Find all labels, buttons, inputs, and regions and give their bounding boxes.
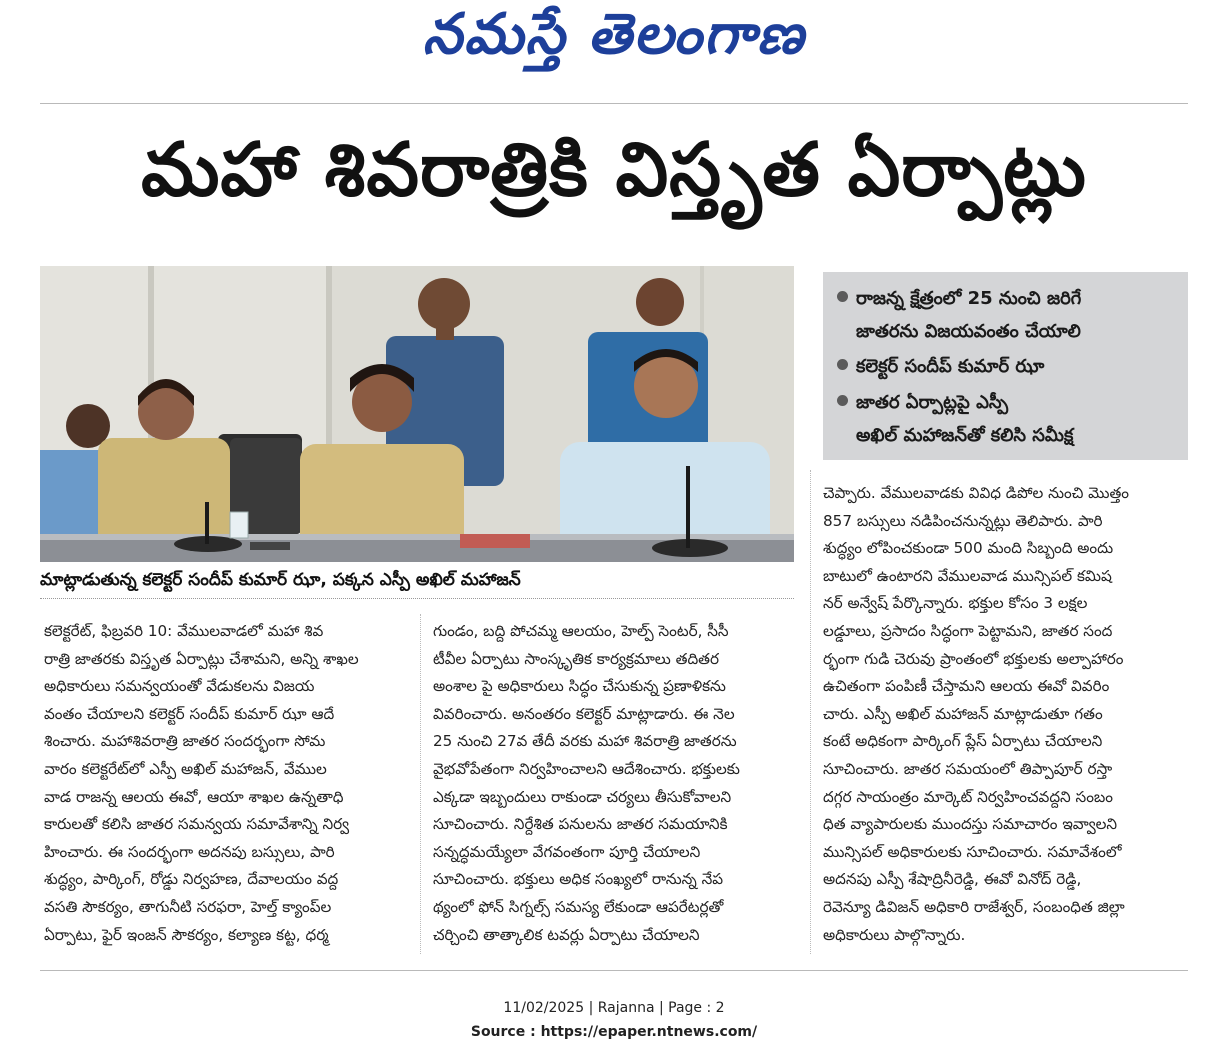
bullet-icon bbox=[837, 395, 848, 406]
article-line: కారులతో కలిసి జాతర సమన్వయ సమావేశాన్ని నిర్వ bbox=[44, 815, 350, 834]
article-line: ఎక్కడా ఇబ్బందులు రాకుండా చర్యలు తీసుకోవాలని bbox=[433, 787, 732, 806]
highlight-line: అఖిల్ మహాజన్‌తో కలిసి సమీక్ష bbox=[856, 425, 1074, 446]
article-column-3 bbox=[823, 480, 1187, 949]
article-line: రాత్రి జాతరకు విస్తృత ఏర్పాట్లు చేశామని, అన్ని శాఖల bbox=[44, 649, 359, 668]
article-line: చెప్పారు. వేములవాడకు వివిధ డిపోల నుంచి మొత్తం bbox=[823, 484, 1130, 502]
source-link[interactable]: Source : https://epaper.ntnews.com/ bbox=[470, 1024, 758, 1040]
article-line: సూచించారు. భక్తులు అధిక సంఖ్యలో రానున్న నేప bbox=[433, 870, 724, 889]
article-line: వారం కలెక్టరేట్‌లో ఎస్పీ అఖిల్ మహాజన్, వేముల bbox=[44, 759, 327, 778]
highlight-item bbox=[837, 350, 1182, 383]
highlights-box bbox=[823, 272, 1188, 460]
article-line: వైభవోపేతంగా నిర్వహించాలని ఆదేశించారు. భక్తులకు bbox=[433, 759, 740, 778]
column-divider bbox=[810, 470, 811, 954]
article-line: 25 నుంచి 27వ తేదీ వరకు మహా శివరాత్రి జాతరను bbox=[433, 732, 737, 751]
highlight-lines bbox=[856, 350, 1044, 383]
article-headline bbox=[40, 120, 1188, 238]
article-line: ధిత వ్యాపారులకు ముందస్తు సమాచారం ఇవ్వాలని bbox=[823, 815, 1118, 834]
article-line: నర్ అన్వేష్ పేర్కొన్నారు. భక్తుల కోసం 3 లక్షల bbox=[823, 594, 1088, 613]
article-line: శుద్ధ్యం, పార్కింగ్, రోడ్డు నిర్వహణ, దేవాలయం వద్ద bbox=[44, 870, 339, 889]
article-line: లడ్డూలు, ప్రసాదం సిద్ధంగా పెట్టామని, జాతర సంద bbox=[823, 621, 1113, 640]
highlight-line: కలెక్టర్ సందీప్ కుమార్ ఝా bbox=[856, 356, 1045, 377]
article-line: ర్భంగా గుడి చెరువు ప్రాంతంలో భక్తులకు అల్పాహారం bbox=[823, 649, 1124, 668]
highlight-item bbox=[837, 386, 1182, 452]
article-line: హించారు. ఈ సందర్భంగా అదనపు బస్సులు, పారి bbox=[44, 842, 335, 861]
article-line: అధికారులు సమన్వయంతో వేడుకలను విజయ bbox=[44, 677, 315, 696]
photo-caption bbox=[40, 570, 794, 599]
article-line: 857 బస్సులు నడిపించనున్నట్లు తెలిపారు. పారి bbox=[823, 511, 1103, 530]
highlight-line: జాతర ఏర్పాట్లపై ఎస్పీ bbox=[856, 392, 1009, 413]
article-line: రెవెన్యూ డివిజన్ అధికారి రాజేశ్వర్, సంబంధిత జిల్లా bbox=[823, 897, 1125, 916]
page-info: 11/02/2025 | Rajanna | Page : 2 bbox=[503, 1000, 725, 1016]
bottom-rule bbox=[40, 970, 1188, 971]
highlight-item bbox=[837, 282, 1182, 348]
article-line: కలెక్టరేట్, ఫిబ్రవరి 10: వేములవాడలో మహా శివ bbox=[44, 622, 324, 640]
article-line: గుండం, బద్ది పోచమ్మ ఆలయం, హెల్ప్ సెంటర్, సీసీ bbox=[433, 622, 729, 640]
article-line: అదనపు ఎస్పీ శేషాద్రినీరెడ్డి, ఈవో వినోద్ రెడ్డి, bbox=[823, 870, 1082, 889]
highlight-lines bbox=[856, 386, 1073, 452]
article-column-2 bbox=[433, 618, 799, 949]
article-line: సూచించారు. జాతర సమయంలో తిప్పాపూర్ రస్తా bbox=[823, 759, 1113, 778]
masthead-title: నమస్తే తెలంగాణ bbox=[422, 1, 806, 67]
column-divider bbox=[420, 614, 421, 954]
article-line: ఏర్పాటు, ఫైర్ ఇంజన్ సౌకర్యం, కల్యాణ కట్ట, ధర్మ bbox=[44, 925, 329, 944]
article-photo bbox=[40, 266, 794, 562]
article-line: సూచించారు. నిర్దేశిత పనులను జాతర సమయానికి bbox=[433, 815, 728, 834]
article-column-1 bbox=[44, 618, 410, 949]
article-line: శుద్ధ్యం లోపించకుండా 500 మంది సిబ్బంది అందు bbox=[823, 539, 1114, 558]
headline-text: మహా శివరాత్రికి విస్తృత ఏర్పాట్లు bbox=[141, 127, 1087, 213]
article-line: వంతం చేయాలని కలెక్టర్ సందీప్ కుమార్ ఝా ఆదే bbox=[44, 704, 335, 723]
highlight-line: జాతరను విజయవంతం చేయాలి bbox=[856, 321, 1081, 342]
article-line: వివరించారు. అనంతరం కలెక్టర్ మాట్లాడారు. ఈ నెల bbox=[433, 704, 735, 723]
highlight-line: రాజన్న క్షేత్రంలో 25 నుంచి జరిగే bbox=[856, 288, 1082, 309]
article-line: అధికారులు పాల్గొన్నారు. bbox=[823, 925, 966, 944]
article-line: చర్చించి తాత్కాలిక టవర్లు ఏర్పాటు చేయాలని bbox=[433, 925, 700, 944]
article-line: శించారు. మహాశివరాత్రి జాతర సందర్భంగా సోమ bbox=[44, 732, 326, 751]
article-line: కంటే అధికంగా పార్కింగ్ ప్లేస్ ఏర్పాటు చేయాలని bbox=[823, 732, 1103, 751]
bullet-icon bbox=[837, 291, 848, 302]
photo-caption-text: మాట్లాడుతున్న కలెక్టర్ సందీప్ కుమార్ ఝా, పక్కన ఎస్పీ అఖిల్ మహాజన్ bbox=[40, 570, 521, 590]
article-line: వాడ రాజన్న ఆలయ ఈవో, ఆయా శాఖల ఉన్నతాధి bbox=[44, 787, 344, 806]
article-line: బాటులో ఉంటారని వేములవాడ మున్సిపల్ కమిష bbox=[823, 566, 1112, 585]
newspaper-masthead bbox=[0, 1, 1228, 76]
article-line: వసతి సౌకర్యం, తాగునీటి సరఫరా, హెల్త్ క్యాంప్‌ల bbox=[44, 897, 332, 916]
article-line: దగ్గర సాయంత్రం మార్కెట్ నిర్వహించవద్దని సంబం bbox=[823, 787, 1113, 806]
article-line: టీవీల ఏర్పాటు సాంస్కృతిక కార్యక్రమాలు తదితర bbox=[433, 649, 719, 668]
article-line: మున్సిపల్ అధికారులకు సూచించారు. సమావేశంలో bbox=[823, 842, 1122, 861]
article-line: అంశాల పై అధికారులు సిద్ధం చేసుకున్న ప్రణాళికను bbox=[433, 677, 726, 696]
article-line: సన్నద్ధమయ్యేలా వేగవంతంగా పూర్తి చేయాలని bbox=[433, 842, 701, 861]
article-line: థ్యంలో ఫోన్ సిగ్నల్స్ సమస్య లేకుండా ఆపరేటర్లతో bbox=[433, 897, 724, 916]
article-line: ఉచితంగా పంపిణీ చేస్తామని ఆలయ ఈవో వివరిం bbox=[823, 677, 1110, 696]
article-line: చారు. ఎస్పీ అఖిల్ మహాజన్ మాట్లాడుతూ గతం bbox=[823, 704, 1103, 723]
highlight-lines bbox=[856, 282, 1081, 348]
top-rule bbox=[40, 103, 1188, 104]
bullet-icon bbox=[837, 359, 848, 370]
meeting-photo-illustration bbox=[40, 266, 794, 562]
